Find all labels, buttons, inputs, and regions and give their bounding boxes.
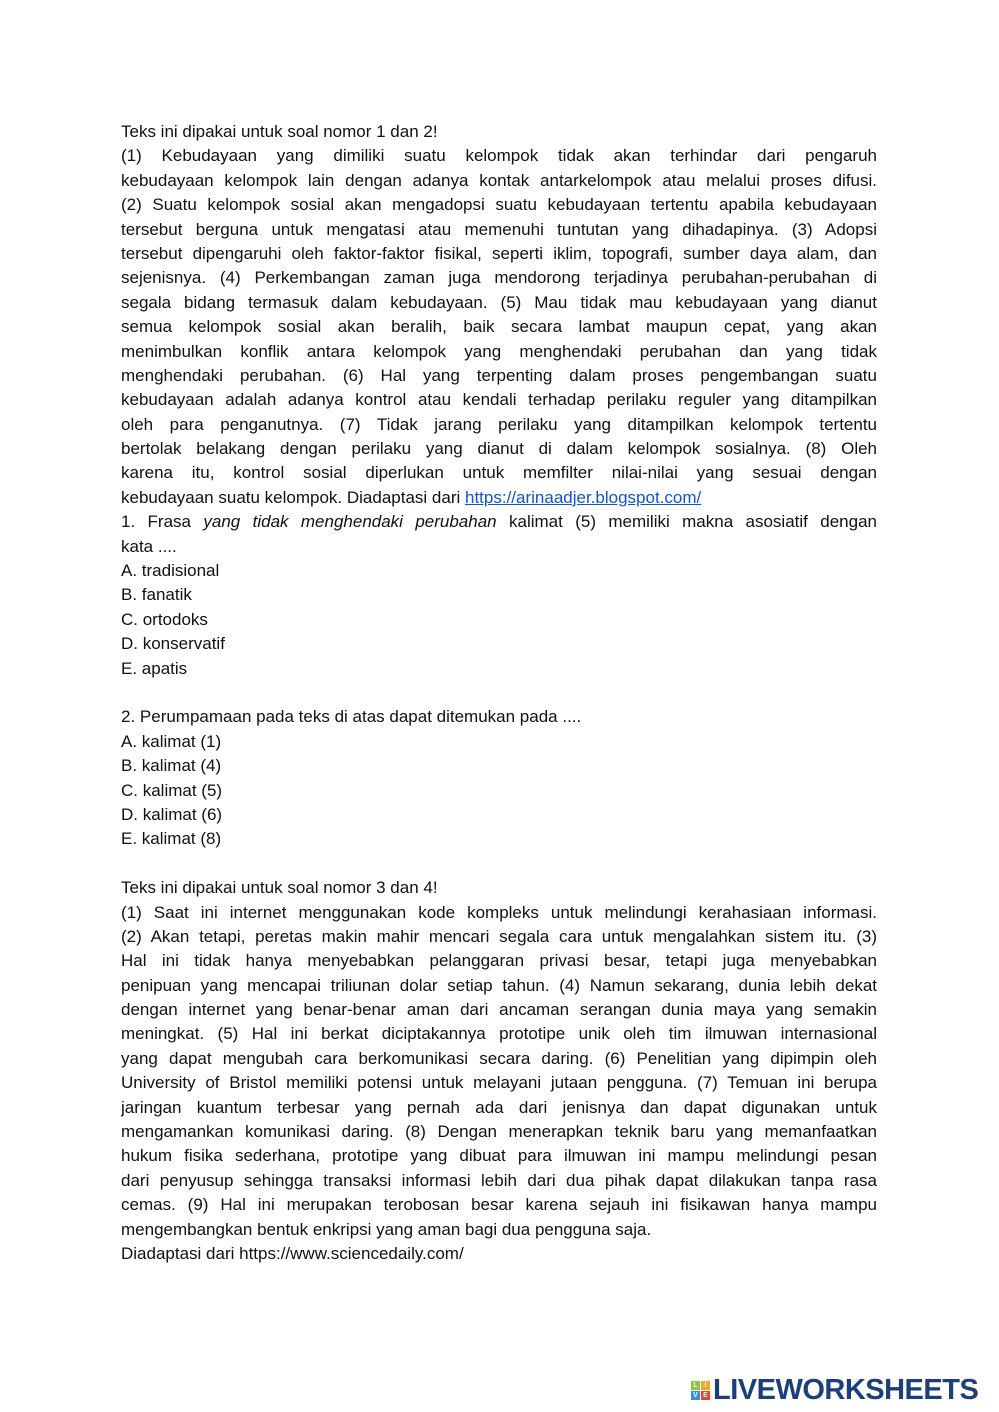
text-segment: mengamankan komunikasi daring. (8) Dengan menerapkan teknik baru yang memanfaatkan	[121, 1122, 877, 1142]
text-segment: A. kalimat (1)	[121, 731, 222, 751]
text-line	[121, 340, 877, 364]
text-line	[121, 315, 877, 339]
text-block	[121, 144, 877, 510]
text-line	[121, 974, 877, 998]
text-segment: E. apatis	[121, 658, 188, 678]
text-line	[121, 1218, 877, 1242]
text-block	[121, 827, 877, 851]
text-line	[121, 1144, 877, 1168]
text-line	[121, 461, 877, 485]
text-block	[121, 754, 877, 778]
text-line	[121, 827, 877, 851]
text-segment: tersebut berguna untuk mengatasi atau memenuhi tuntutan yang dihadapinya. (3) Adopsi	[121, 219, 877, 239]
text-line	[121, 754, 877, 778]
text-segment: bertolak belakang dengan perilaku yang dianut di dalam kelompok sosialnya. (8) Oleh	[121, 439, 877, 459]
text-block	[121, 803, 877, 827]
text-segment: kalimat (5) memiliki makna asosiatif dengan	[496, 512, 877, 532]
text-line	[121, 1242, 877, 1266]
text-line	[121, 1022, 877, 1046]
text-line	[121, 291, 877, 315]
text-line	[121, 266, 877, 290]
text-line	[121, 218, 877, 242]
text-line	[121, 705, 877, 729]
text-line	[121, 1047, 877, 1071]
text-segment: kebudayaan kelompok lain dengan adanya kontak antarkelompok atau melalui proses difusi.	[121, 170, 877, 190]
text-line	[121, 169, 877, 193]
text-line	[121, 803, 877, 827]
text-segment: semua kelompok sosial akan beralih, baik secara lambat maupun cepat, yang akan	[121, 317, 877, 337]
blank-line	[121, 852, 877, 876]
text-segment: C. kalimat (5)	[121, 780, 223, 800]
text-line	[121, 876, 877, 900]
text-segment: segala bidang termasuk dalam kebudayaan. (5) Mau tidak mau kebudayaan yang dianut	[121, 292, 877, 312]
text-segment: C. ortodoks	[121, 609, 208, 629]
text-segment: (2) Akan tetapi, peretas makin mahir mencari segala cara untuk mengalahkan sistem itu. (3)	[121, 926, 877, 946]
text-segment: menghendaki perubahan. (6) Hal yang terpenting dalam proses pengembangan suatu	[121, 365, 877, 385]
text-block	[121, 705, 877, 729]
text-line	[121, 1169, 877, 1193]
text-segment: D. kalimat (6)	[121, 804, 223, 824]
text-segment: Teks ini dipakai untuk soal nomor 3 dan 4!	[121, 878, 438, 898]
text-line	[121, 413, 877, 437]
text-segment: B. kalimat (4)	[121, 756, 222, 776]
text-segment: dari penyusup sehingga transaksi informasi lebih dari dua pihak dapat dilakukan tanpa rasa	[121, 1170, 877, 1190]
text-segment: hukum fisika sederhana, prototipe yang dibuat para ilmuwan ini mampu melindungi pesan	[121, 1146, 877, 1166]
logo-tile: E	[701, 1391, 710, 1400]
text-block	[121, 632, 877, 656]
text-line	[121, 608, 877, 632]
text-line	[121, 364, 877, 388]
text-line	[121, 1120, 877, 1144]
text-segment: sejenisnya. (4) Perkembangan zaman juga mendorong terjadinya perubahan-perubahan di	[121, 268, 877, 288]
text-segment: A. tradisional	[121, 561, 220, 581]
text-segment: tersebut dipengaruhi oleh faktor-faktor fisikal, seperti iklim, topografi, sumber daya alam, dan	[121, 243, 877, 263]
text-block	[121, 608, 877, 632]
text-line	[121, 998, 877, 1022]
text-segment: yang dapat mengubah cara berkomunikasi secara daring. (6) Penelitian yang dipimpin oleh	[121, 1048, 877, 1068]
text-line	[121, 559, 877, 583]
text-line	[121, 1096, 877, 1120]
text-line	[121, 486, 877, 510]
text-segment: (1) Kebudayaan yang dimiliki suatu kelompok tidak akan terhindar dari pengaruh	[121, 146, 877, 166]
text-line	[121, 949, 877, 973]
text-line	[121, 388, 877, 412]
text-segment: kata ....	[121, 536, 177, 556]
text-line	[121, 193, 877, 217]
text-segment: penipuan yang mencapai triliunan dolar setiap tahun. (4) Namun sekarang, dunia lebih dekat	[121, 975, 877, 995]
text-line	[121, 120, 877, 144]
text-segment: 2. Perumpamaan pada teks di atas dapat ditemukan pada ....	[121, 707, 582, 727]
text-line	[121, 632, 877, 656]
text-segment: (2) Suatu kelompok sosial akan mengadopsi suatu kebudayaan tertentu apabila kebudayaan	[121, 195, 877, 215]
text-segment: kebudayaan suatu kelompok. Diadaptasi dari	[121, 487, 465, 507]
liveworksheets-logo	[691, 1374, 978, 1407]
text-block	[121, 779, 877, 803]
text-segment: karena itu, kontrol sosial diperlukan untuk memfilter nilai-nilai yang sesuai dengan	[121, 463, 877, 483]
text-line	[121, 437, 877, 461]
text-segment: (1) Saat ini internet menggunakan kode kompleks untuk melindungi kerahasiaan informasi.	[121, 902, 877, 922]
text-line	[121, 1193, 877, 1217]
text-segment: B. fanatik	[121, 585, 192, 605]
text-segment: mengembangkan bentuk enkripsi yang aman bagi dua pengguna saja.	[121, 1219, 652, 1239]
text-segment: Diadaptasi dari https://www.sciencedaily.com/	[121, 1243, 464, 1263]
text-block	[121, 583, 877, 607]
text-block	[121, 901, 877, 1242]
text-segment: Hal ini tidak hanya menyebabkan pelanggaran privasi besar, tetapi juga menyebabkan	[121, 951, 877, 971]
text-segment: dengan internet yang benar-benar aman dari ancaman serangan dunia maya yang semakin	[121, 1000, 877, 1020]
text-block	[121, 559, 877, 583]
logo-wordmark: LIVEWORKSHEETS	[713, 1374, 979, 1406]
text-line	[121, 730, 877, 754]
logo-tile: L	[691, 1381, 700, 1390]
italic-phrase: yang tidak menghendaki perubahan	[203, 512, 497, 532]
text-segment: oleh para penganutnya. (7) Tidak jarang perilaku yang ditampilkan kelompok tertentu	[121, 414, 877, 434]
text-line	[121, 657, 877, 681]
text-segment: D. konservatif	[121, 634, 225, 654]
text-segment: E. kalimat (8)	[121, 829, 222, 849]
text-line	[121, 779, 877, 803]
text-block	[121, 510, 877, 559]
text-segment: kebudayaan adalah adanya kontrol atau kendali terhadap perilaku reguler yang ditampilkan	[121, 390, 877, 410]
text-line	[121, 144, 877, 168]
text-line	[121, 583, 877, 607]
text-segment: cemas. (9) Hal ini merupakan terobosan besar karena sejauh ini fisikawan hanya mampu	[121, 1195, 877, 1215]
text-line	[121, 925, 877, 949]
text-segment: menimbulkan konflik antara kelompok yang menghendaki perubahan dan yang tidak	[121, 341, 877, 361]
text-line	[121, 242, 877, 266]
worksheet-document	[121, 120, 877, 1266]
text-block	[121, 730, 877, 754]
text-block	[121, 876, 877, 900]
text-line	[121, 535, 877, 559]
text-block	[121, 657, 877, 681]
logo-tiles-icon	[691, 1381, 710, 1400]
text-segment: jaringan kuantum terbesar yang pernah ada dari jenisnya dan dapat digunakan untuk	[121, 1097, 877, 1117]
logo-tile: I	[701, 1381, 710, 1390]
text-line	[121, 1071, 877, 1095]
text-segment: Teks ini dipakai untuk soal nomor 1 dan 2!	[121, 122, 438, 141]
text-segment: University of Bristol memiliki potensi untuk melayani jutaan pengguna. (7) Temuan ini berupa	[121, 1073, 877, 1093]
text-block	[121, 120, 877, 144]
text-block	[121, 1242, 877, 1266]
source-link[interactable]: https://arinaadjer.blogspot.com/	[465, 487, 702, 507]
blank-line	[121, 681, 877, 705]
logo-tile: V	[691, 1391, 700, 1400]
text-line	[121, 510, 877, 534]
text-segment: 1. Frasa	[121, 512, 204, 532]
text-line	[121, 901, 877, 925]
text-segment: meningkat. (5) Hal ini berkat diciptakannya prototipe unik oleh tim ilmuwan internasional	[121, 1024, 877, 1044]
